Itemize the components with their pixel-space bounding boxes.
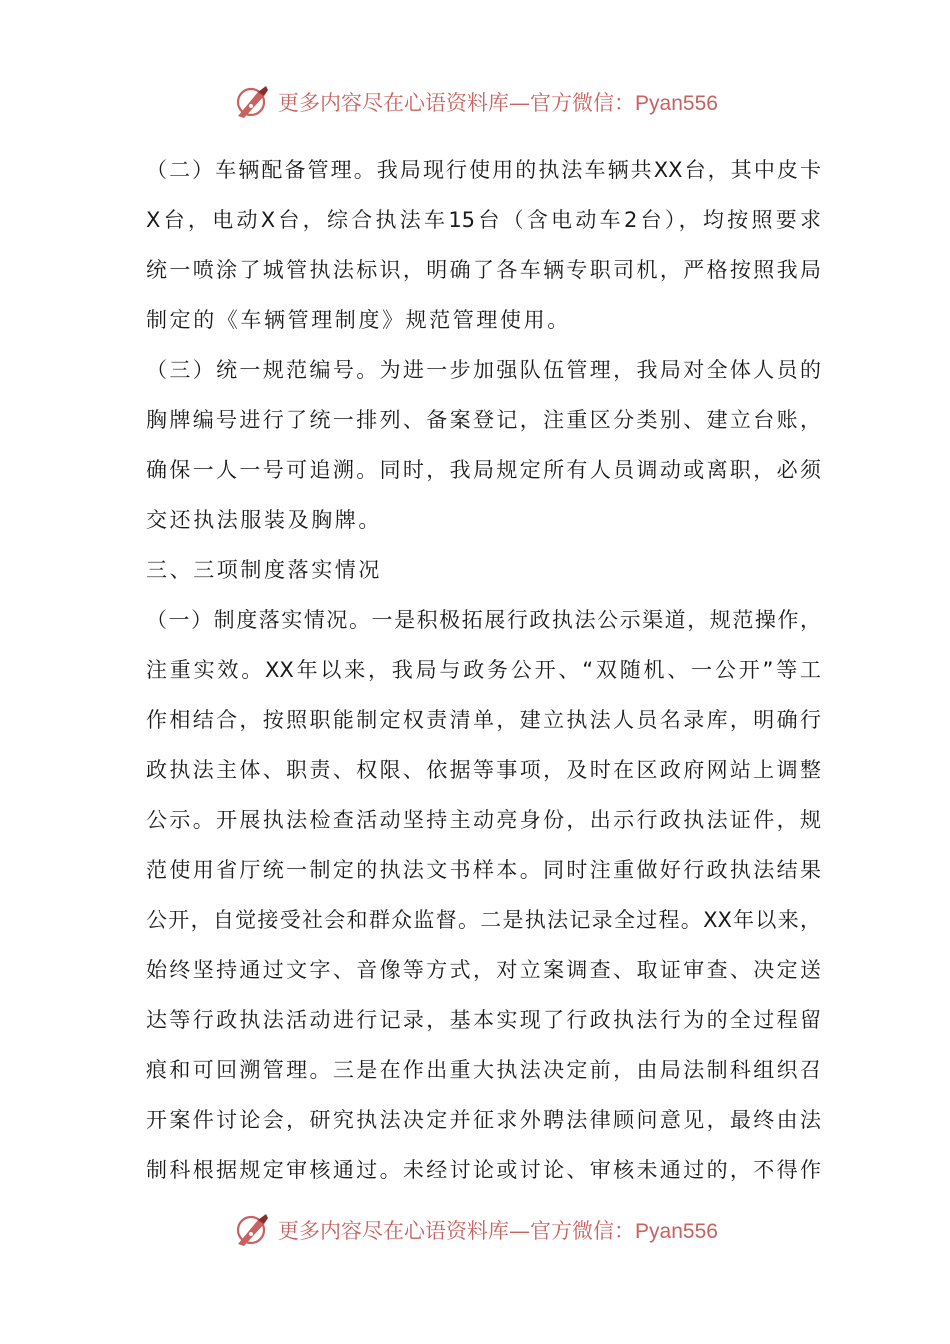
banner-text: 更多内容尽在心语资料库—官方微信：Pyan556 [278, 91, 718, 115]
text-line: 制定的《车辆管理制度》规范管理使用。 [146, 308, 571, 332]
pen-nib-icon [232, 1210, 272, 1250]
text-line: （三）统一规范编号。为进一步加强队伍管理，我局对全体人员的 [146, 358, 821, 382]
text-line: 始终坚持通过文字、音像等方式，对立案调查、取证审查、决定送 [146, 958, 821, 982]
text-line: 范使用省厅统一制定的执法文书样本。同时注重做好行政执法结果 [146, 858, 821, 882]
text-line: 统一喷涂了城管执法标识，明确了各车辆专职司机，严格按照我局 [146, 258, 821, 282]
footer-banner [0, 1208, 950, 1252]
text-line: 确保一人一号可追溯。同时，我局规定所有人员调动或离职，必须 [146, 458, 821, 482]
banner-text: 更多内容尽在心语资料库—官方微信：Pyan556 [278, 1219, 718, 1243]
text-line: （二）车辆配备管理。我局现行使用的执法车辆共XX台，其中皮卡 [146, 158, 821, 182]
document-body [146, 145, 821, 1245]
text-line: 胸牌编号进行了统一排列、备案登记，注重区分类别、建立台账， [146, 408, 821, 432]
pen-nib-icon [232, 82, 272, 122]
text-line: 政执法主体、职责、权限、依据等事项，及时在区政府网站上调整 [146, 758, 821, 782]
text-line: 公开，自觉接受社会和群众监督。二是执法记录全过程。XX年以来， [146, 908, 821, 932]
text-line: 痕和可回溯管理。三是在作出重大执法决定前，由局法制科组织召 [146, 1058, 821, 1082]
text-line: X台，电动X台，综合执法车15台（含电动车2台），均按照要求 [146, 208, 821, 232]
section-heading: 三、三项制度落实情况 [146, 558, 382, 582]
text-line: （一）制度落实情况。一是积极拓展行政执法公示渠道，规范操作， [146, 608, 821, 632]
text-line: 制科根据规定审核通过。未经讨论或讨论、审核未通过的，不得作 [146, 1158, 821, 1182]
text-line: 注重实效。XX年以来，我局与政务公开、“双随机、一公开”等工 [146, 658, 821, 682]
text-line: 开案件讨论会，研究执法决定并征求外聘法律顾问意见，最终由法 [146, 1108, 821, 1132]
header-banner [0, 80, 950, 124]
text-line: 作相结合，按照职能制定权责清单，建立执法人员名录库，明确行 [146, 708, 821, 732]
text-line: 公示。开展执法检查活动坚持主动亮身份，出示行政执法证件，规 [146, 808, 821, 832]
text-line: 交还执法服装及胸牌。 [146, 508, 382, 532]
text-line: 达等行政执法活动进行记录，基本实现了行政执法行为的全过程留 [146, 1008, 821, 1032]
